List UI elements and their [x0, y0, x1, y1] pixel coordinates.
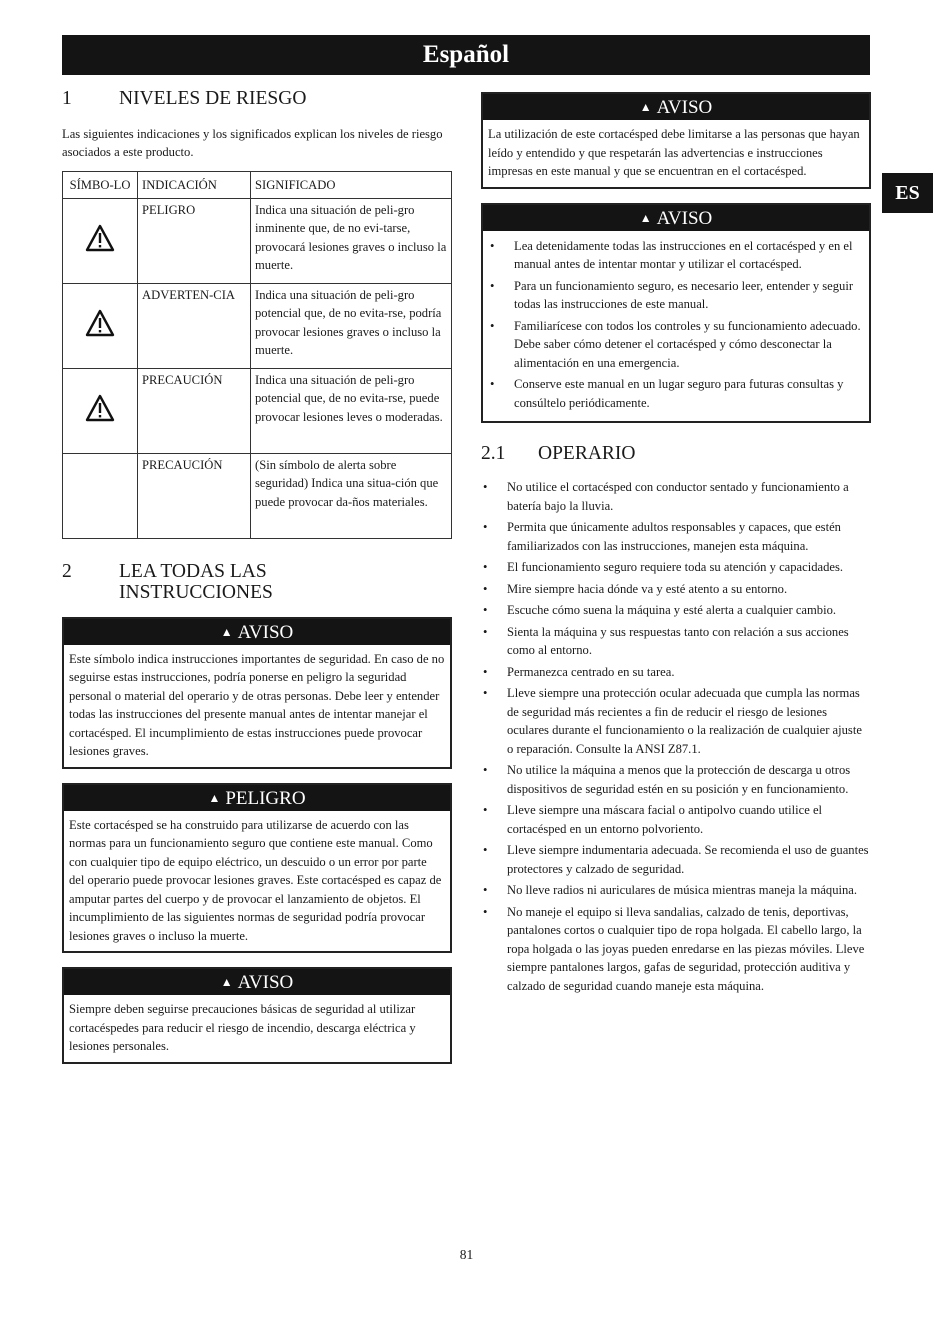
section-title: NIVELES DE RIESGO	[119, 88, 307, 109]
symbol-cell	[63, 198, 138, 283]
table-row	[63, 283, 452, 368]
danger-text: Este cortacésped se ha construido para utilizarse de acuerdo con las normas para un funcionamiento seguro que contiene este manual. Como con cualquier tipo de equipo eléctrico, un descuido o un error por parte del operario puede provocar lesiones graves. Este cortacésped es capaz de amputar partes del cuerpo y de provocar el lanzamiento de objetos. El incumplimiento de las siguientes normas de seguridad podría provocar lesiones graves o incluso la muerte.	[69, 817, 442, 943]
symbol-cell	[63, 368, 138, 453]
warning-triangle-icon	[85, 224, 115, 252]
notice-box-header	[64, 619, 450, 645]
notice-box	[481, 92, 871, 189]
notice-title: AVISO	[656, 207, 713, 229]
list-item: • Lea detenidamente todas las instrucciones en el cortacésped y en el manual antes de intentar montar y utilizar el cortacésped.	[488, 237, 864, 274]
indication-cell: PELIGRO	[138, 198, 251, 283]
column-header: INDICACIÓN	[138, 172, 251, 199]
page-number: 81	[459, 1247, 474, 1262]
list-item: • Escuche cómo suena la máquina y esté alerta a cualquier cambio.	[481, 601, 871, 620]
notice-box	[481, 203, 871, 424]
section-2-heading	[62, 561, 452, 603]
meaning-cell: Indica una situación de peli-gro potencial que, de no evita-rse, puede provocar lesiones leves o moderadas.	[251, 368, 452, 453]
warning-triangle-icon	[85, 309, 115, 337]
meaning-cell: Indica una situación de peli-gro potencial que, de no evita-rse, podría provocar lesiones graves o incluso la muerte.	[251, 283, 452, 368]
list-item: • Mire siempre hacia dónde va y esté atento a su entorno.	[481, 580, 871, 599]
symbol-cell	[63, 453, 138, 538]
section-intro: Las siguientes indicaciones y los significados explican los niveles de riesgo asociados a este producto.	[62, 127, 443, 159]
notice-list	[488, 237, 864, 413]
language-tab: ES	[882, 173, 933, 213]
section-number: 2	[62, 560, 72, 582]
list-item: • No lleve radios ni auriculares de música mientras maneja la máquina.	[481, 881, 871, 900]
notice-box-header	[483, 205, 869, 231]
notice-text: Siempre deben seguirse precauciones básicas de seguridad al utilizar cortacéspedes para reducir el riesgo de incendio, descarga eléctrica y lesiones personales.	[69, 1002, 416, 1053]
list-item: • No maneje el equipo si lleva sandalias, calzado de tenis, deportivas, pantalones cortos o cualquier tipo de ropa holgada. El cabello largo, la ropa holgada o las joyas pueden enredarse en las piezas móviles. Lleve siempre pantalones largos, gafas de seguridad, protección auditiva y calzado de seguridad cuando maneje esta máquina.	[481, 903, 871, 996]
list-item: • No utilice el cortacésped con conductor sentado y funcionamiento a batería bajo la lluvia.	[481, 478, 871, 515]
section-title: LEA TODAS LAS INSTRUCCIONES	[119, 560, 273, 603]
danger-box	[62, 783, 452, 954]
danger-title: PELIGRO	[225, 787, 306, 809]
warning-triangle-icon: ▲	[639, 210, 652, 225]
right-column	[481, 92, 871, 998]
risk-levels-table	[62, 171, 452, 539]
operator-list	[481, 478, 871, 995]
notice-body	[483, 231, 869, 422]
notice-box-header	[64, 969, 450, 995]
table-row	[63, 453, 452, 538]
list-item: • Conserve este manual en un lugar seguro para futuras consultas y consúltelo periódicamente.	[488, 375, 864, 412]
danger-box-header	[64, 785, 450, 811]
notice-box	[62, 617, 452, 769]
list-item: • Lleve siempre una protección ocular adecuada que cumpla las normas de seguridad más recientes a fin de reducir el riesgo de lesiones oculares durante el funcionamiento o la realización de cualquier ajuste o reparación. Consulte la ANSI Z87.1.	[481, 684, 871, 758]
language-header: Español	[62, 35, 870, 75]
section-number: 1	[62, 88, 72, 109]
list-item: • Sienta la máquina y sus respuestas tanto con relación a sus acciones como al entorno.	[481, 623, 871, 660]
list-item: • Para un funcionamiento seguro, es necesario leer, entender y seguir todas las instrucciones de este manual.	[488, 277, 864, 314]
table-row	[63, 368, 452, 453]
section-1-heading	[62, 88, 452, 109]
list-item: • Lleve siempre una máscara facial o antipolvo cuando utilice el cortacésped en un entorno polvoriento.	[481, 801, 871, 838]
list-item: • Familiarícese con todos los controles y su funcionamiento adecuado. Debe saber cómo detener el cortacésped y cómo desconectar la alimentación en una emergencia.	[488, 317, 864, 373]
notice-text: Este símbolo indica instrucciones importantes de seguridad. En caso de no seguirse estas instrucciones, podría ponerse en peligro la seguridad personal o material del operario y de otras personas. Debe leer y entender todas las instrucciones del presente manual antes de intentar manejar el cortacésped. El incumplimiento de estas instrucciones puede provocar lesiones graves.	[69, 651, 445, 758]
list-item: • Permita que únicamente adultos responsables y capaces, que estén familiarizados con las instrucciones, manejen esta máquina.	[481, 518, 871, 555]
notice-title: AVISO	[656, 97, 713, 118]
symbol-cell	[63, 283, 138, 368]
section-title: OPERARIO	[538, 443, 636, 464]
warning-triangle-icon: ▲	[639, 100, 652, 114]
list-item: • El funcionamiento seguro requiere toda su atención y capacidades.	[481, 558, 871, 577]
notice-box	[62, 967, 452, 1064]
meaning-cell: Indica una situación de peli-gro inminente que, de no evi-tarse, provocará lesiones graves o incluso la muerte.	[251, 198, 452, 283]
warning-triangle-icon	[85, 394, 115, 422]
indication-cell: PRECAUCIÓN	[138, 368, 251, 453]
notice-title: AVISO	[237, 972, 294, 993]
list-item: • Permanezca centrado en su tarea.	[481, 663, 871, 682]
notice-box-header	[483, 94, 869, 120]
notice-text: La utilización de este cortacésped debe limitarse a las personas que hayan leído y entendido y que respetarán las advertencias e instrucciones impresas en este manual y que se encuentran en el cortacésped.	[488, 127, 860, 178]
table-header-row	[63, 172, 452, 199]
section-2-1-heading	[481, 443, 871, 464]
indication-cell: PRECAUCIÓN	[138, 453, 251, 538]
column-header: SIGNIFICADO	[251, 172, 452, 199]
section-number: 2.1	[481, 443, 506, 464]
warning-triangle-icon: ▲	[208, 790, 221, 805]
indication-cell: ADVERTEN-CIA	[138, 283, 251, 368]
meaning-cell: (Sin símbolo de alerta sobre seguridad) Indica una situa-ción que puede provocar da-ños materiales.	[251, 453, 452, 538]
column-header: SÍMBO-LO	[63, 172, 138, 199]
list-item: • No utilice la máquina a menos que la protección de descarga u otros dispositivos de seguridad estén en su posición y en funcionamiento.	[481, 761, 871, 798]
list-item: • Lleve siempre indumentaria adecuada. Se recomienda el uso de guantes protectores y calzado de seguridad.	[481, 841, 871, 878]
left-column	[62, 88, 452, 1078]
notice-title: AVISO	[237, 621, 294, 643]
warning-triangle-icon: ▲	[220, 975, 233, 989]
table-row	[63, 198, 452, 283]
warning-triangle-icon: ▲	[220, 624, 233, 639]
